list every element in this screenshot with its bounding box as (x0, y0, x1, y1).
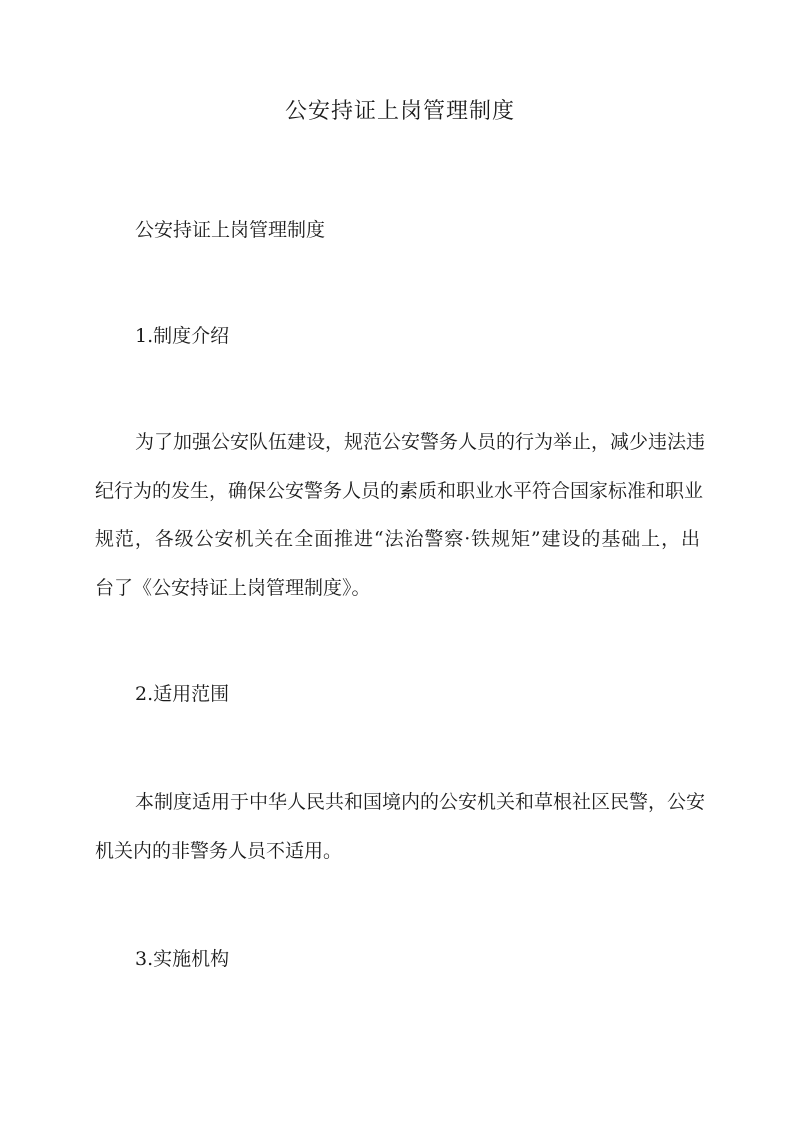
subtitle-text: 公安持证上岗管理制度 (135, 219, 326, 241)
section-heading-agency (135, 935, 700, 984)
paragraph-line: 为了加强公安队伍建设，规范公安警务人员的行为举止，减少违法违 (135, 431, 706, 453)
section-heading-scope (135, 670, 700, 719)
document-title: 公安持证上岗管理制度 (284, 99, 515, 124)
section-heading-text: 1.制度介绍 (135, 325, 230, 347)
paragraph-line: 本制度适用于中华人民共和国境内的公安机关和草根社区民警，公安 (135, 791, 706, 813)
paragraph-line: 纪行为的发生，确保公安警务人员的素质和职业水平符合国家标准和职业 (95, 479, 704, 502)
section-paragraph-scope (95, 778, 706, 875)
paragraph-line: 规范，各级公安机关在全面推进“法治警察·铁规矩”建设的基础上，出 (95, 528, 700, 550)
document-subtitle (135, 206, 700, 255)
section-paragraph-intro (95, 418, 706, 612)
paragraph-line: 机关内的非警务人员不适用。 (95, 839, 343, 862)
section-heading-text: 3.实施机构 (135, 948, 230, 970)
section-heading-text: 2.适用范围 (135, 683, 230, 705)
paragraph-line: 台了《公安持证上岗管理制度》。 (95, 576, 371, 599)
section-heading-intro (135, 312, 700, 361)
